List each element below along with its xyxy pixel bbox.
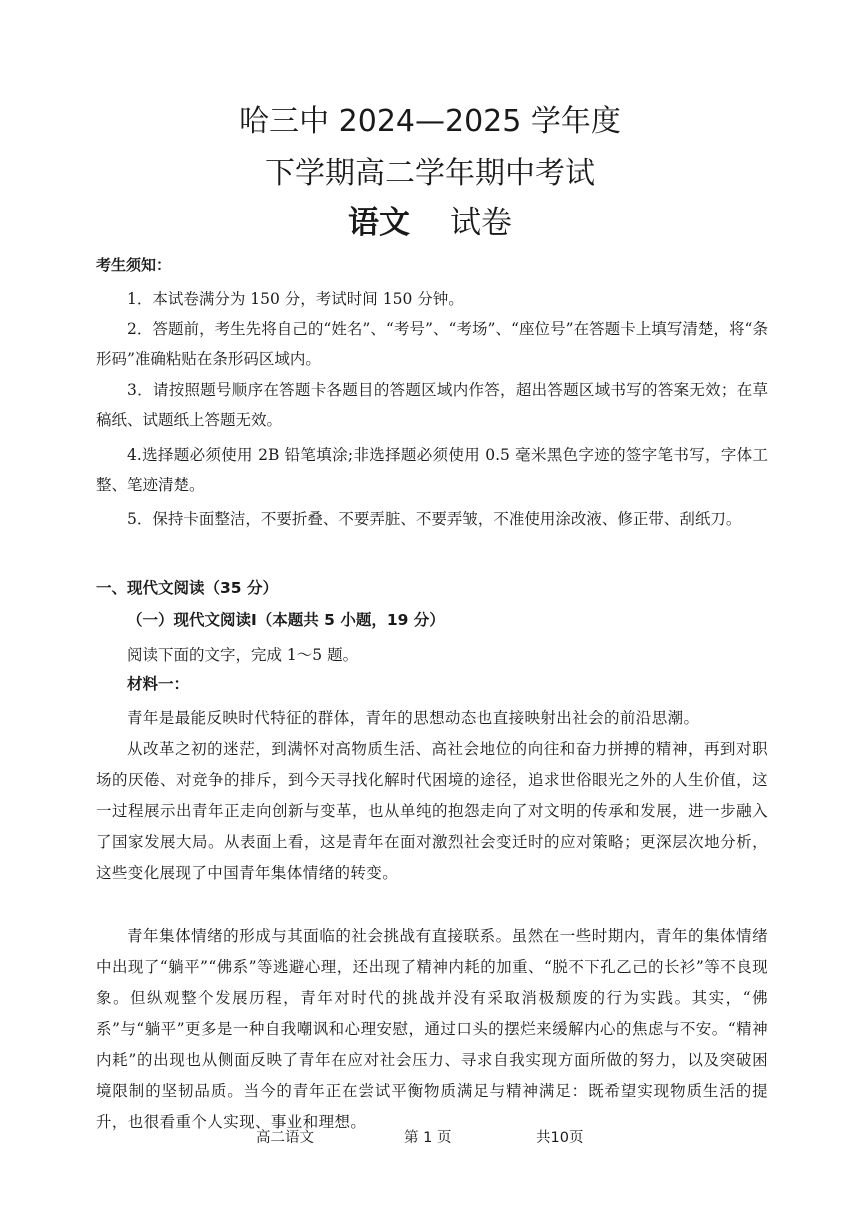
subject-label: 语文	[348, 205, 410, 241]
section-heading: 一、现代文阅读（35 分）	[96, 579, 278, 597]
passage-paragraph-3: 青年集体情绪的形成与其面临的社会挑战有直接联系。虽然在一些时期内，青年的集体情绪中出现了“躺平”“佛系”等逃避心理，还出现了精神内耗的加重、“脱不下孔乙己的长衫”等不良现象。但纵观整个发展历程，青年对时代的挑战并没有采取消极颓废的行为实践。其实，“佛系”与“躺平”更多是一种自我嘲讽和心理安慰，通过口头的摆烂来缓解内心的焦虑与不安。“精神内耗”的出现也从侧面反映了青年在应对社会压力、寻求自我实现方面所做的努力，以及突破困境限制的坚韧品质。当今的青年正在尝试平衡物质满足与精神满足：既希望实现物质生活的提升，也很看重个人实现、事业和理想。	[96, 927, 768, 1131]
notice-item-5: 5．保持卡面整洁，不要折叠、不要弄脏、不要弄皱，不准使用涂改液、修正带、刮纸刀。	[127, 510, 742, 528]
exam-subject-title	[0, 203, 860, 243]
notice-item-2: 2．答题前，考生先将自己的“姓名”、“考号”、“考场”、“座位号”在答题卡上填写清楚，将“条形码”准确粘贴在条形码区域内。	[96, 320, 768, 368]
reading-instruction: 阅读下面的文字，完成 1～5 题。	[127, 646, 359, 664]
passage-paragraph-1: 青年是最能反映时代特征的群体，青年的思想动态也直接映射出社会的前沿思潮。	[127, 709, 700, 727]
subsection-heading: （一）现代文阅读Ⅰ（本题共 5 小题，19 分）	[127, 611, 445, 629]
exam-title-line-2: 下学期高二学年期中考试	[265, 156, 595, 191]
paper-label: 试卷	[450, 205, 512, 241]
passage-paragraph-2: 从改革之初的迷茫，到满怀对高物质生活、高社会地位的向往和奋力拼搏的精神，再到对职场的厌倦、对竞争的排斥，到今天寻找化解时代困境的途径，追求世俗眼光之外的人生价值，这一过程展示出青年正走向创新与变革，也从单纯的抱怨走向了对文明的传承和发展，进一步融入了国家发展大局。从表面上看，这是青年在面对激烈社会变迁时的应对策略；更深层次地分析，这些变化展现了中国青年集体情绪的转变。	[96, 740, 768, 882]
footer-page-number: 第 1 页	[404, 1130, 452, 1146]
notice-heading: 考生须知：	[96, 256, 172, 274]
footer-total-pages: 共10页	[536, 1130, 584, 1146]
footer-subject: 高二语文	[256, 1130, 314, 1146]
exam-title-line-1: 哈三中 2024—2025 学年度	[239, 104, 621, 139]
notice-item-1: 1．本试卷满分为 150 分，考试时间 150 分钟。	[127, 290, 464, 308]
material-heading: 材料一：	[127, 675, 190, 693]
notice-item-4: 4.选择题必须使用 2B 铅笔填涂;非选择题必须使用 0.5 毫米黑色字迹的签字笔书写，字体工整、笔迹清楚。	[96, 446, 768, 494]
notice-item-3: 3．请按照题号顺序在答题卡各题目的答题区域内作答，超出答题区域书写的答案无效；在草稿纸、试题纸上答题无效。	[96, 381, 768, 429]
